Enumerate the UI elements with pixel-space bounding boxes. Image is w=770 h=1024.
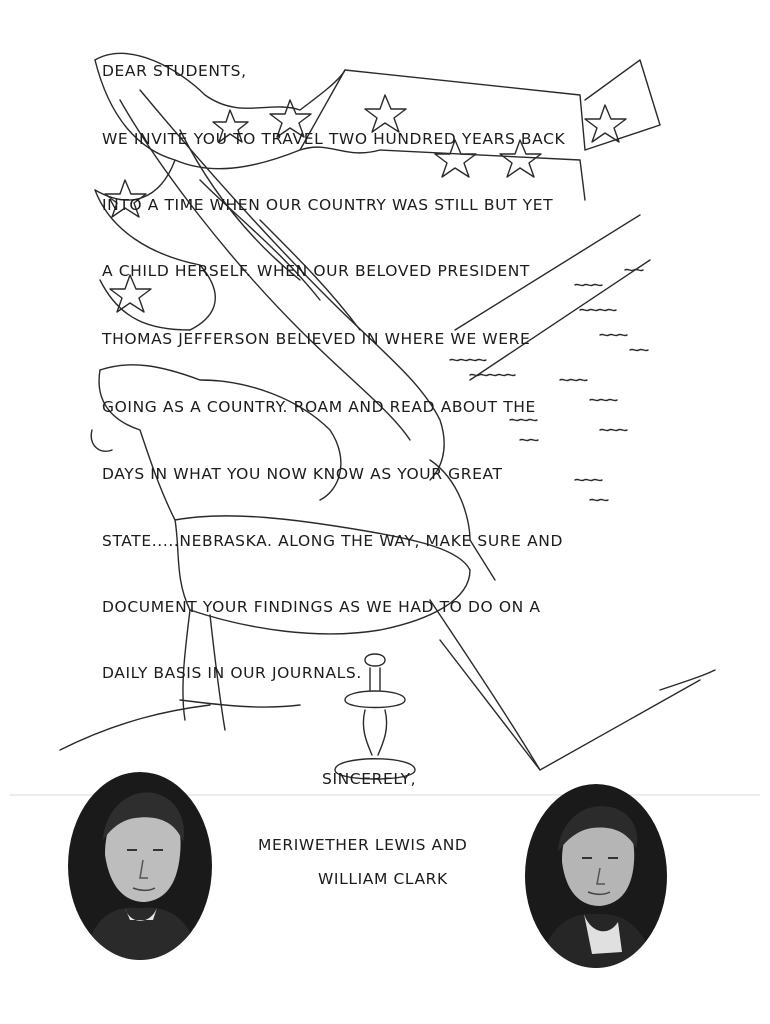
clark-portrait-icon <box>522 782 670 970</box>
letter-line: INTO A TIME WHEN OUR COUNTRY WAS STILL BUT YET <box>102 196 554 214</box>
letter-line: WE INVITE YOU TO TRAVEL TWO HUNDRED YEARS BACK <box>102 130 566 148</box>
letter-line: STATE.....NEBRASKA. ALONG THE WAY, MAKE SURE AND <box>102 532 564 550</box>
letter-line: GOING AS A COUNTRY. ROAM AND READ ABOUT THE <box>102 398 536 416</box>
letter-line: THOMAS JEFFERSON BELIEVED IN WHERE WE WERE <box>102 330 531 348</box>
parchment-scroll-illustration <box>60 215 715 770</box>
letter-line: DAYS IN WHAT YOU NOW KNOW AS YOUR GREAT <box>102 465 503 483</box>
signature-line: MERIWETHER LEWIS AND <box>258 836 468 854</box>
letter-line: DOCUMENT YOUR FINDINGS AS WE HAD TO DO ON A <box>102 598 541 616</box>
closing: SINCERELY, <box>322 770 417 788</box>
flag-banner-illustration <box>95 53 660 330</box>
lewis-portrait-icon <box>65 770 215 962</box>
signature-line: WILLIAM CLARK <box>318 870 448 888</box>
letter-greeting: DEAR STUDENTS, <box>102 62 247 80</box>
letter-line: DAILY BASIS IN OUR JOURNALS. <box>102 664 362 682</box>
letter-line: A CHILD HERSELF. WHEN OUR BELOVED PRESIDENT <box>102 262 530 280</box>
